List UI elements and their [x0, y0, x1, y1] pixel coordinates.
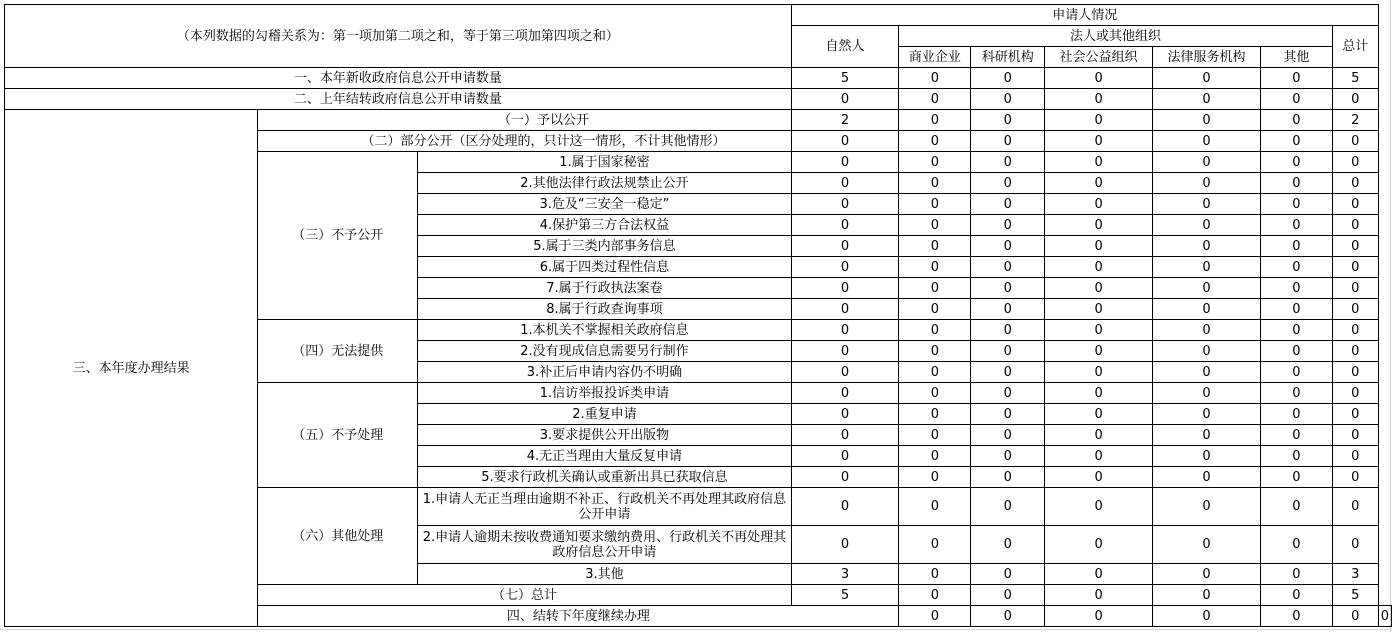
value-business: 0: [899, 383, 971, 404]
value-business: 0: [899, 446, 971, 467]
value-public-welfare: 0: [1045, 299, 1153, 320]
value-business: 0: [899, 526, 971, 564]
value-public-welfare: 0: [1045, 425, 1153, 446]
value-natural-person: 0: [791, 278, 899, 299]
value-research: 0: [1045, 606, 1153, 627]
value-research: 0: [971, 68, 1045, 89]
value-other: 0: [1260, 404, 1332, 425]
value-total: 0: [1332, 89, 1378, 110]
value-natural-person: 0: [791, 362, 899, 383]
value-business: 0: [899, 68, 971, 89]
value-other: 0: [1260, 564, 1332, 585]
table-row: [5, 89, 1392, 110]
value-research: 0: [971, 278, 1045, 299]
value-other: 0: [1260, 215, 1332, 236]
sheet-gridline-bottom: [0, 629, 1392, 630]
value-business: 0: [899, 585, 971, 606]
value-legal-service: 0: [1153, 110, 1261, 131]
value-business: 0: [899, 236, 971, 257]
value-natural-person: 0: [791, 89, 899, 110]
value-business: 0: [899, 467, 971, 488]
value-legal-service: 0: [1153, 383, 1261, 404]
col-public-welfare: 社会公益组织: [1045, 47, 1153, 68]
value-natural-person: 0: [791, 194, 899, 215]
value-natural-person: 3: [791, 564, 899, 585]
total-header: 总计: [1332, 26, 1378, 68]
value-legal-service: 0: [1153, 215, 1261, 236]
value-research: 0: [971, 526, 1045, 564]
value-business: 0: [899, 299, 971, 320]
col-business: 商业企业: [899, 47, 971, 68]
value-business: 0: [899, 341, 971, 362]
value-natural-person: 0: [791, 446, 899, 467]
value-other: 0: [1260, 320, 1332, 341]
value-other: 0: [1260, 362, 1332, 383]
value-public-welfare: 0: [1045, 526, 1153, 564]
legal-org-header: 法人或其他组织: [899, 26, 1332, 47]
value-legal-service: 0: [1153, 564, 1261, 585]
row-label-not-public-item: 3.危及“三安全一稳定”: [418, 194, 792, 215]
value-other: 0: [1260, 194, 1332, 215]
value-public-welfare: 0: [1045, 257, 1153, 278]
value-business: 0: [899, 404, 971, 425]
value-research: 0: [971, 488, 1045, 526]
value-natural-person: 0: [791, 341, 899, 362]
group-label-no-process: （五）不予处理: [258, 383, 418, 488]
row-label-unable-provide-item: 2.没有现成信息需要另行制作: [418, 341, 792, 362]
value-natural-person: 0: [791, 526, 899, 564]
disclosure-table: [4, 4, 1392, 627]
value-research: 0: [971, 257, 1045, 278]
value-natural-person: 0: [791, 131, 899, 152]
value-public-welfare: 0: [1045, 278, 1153, 299]
value-total: 0: [1332, 131, 1378, 152]
value-total: 0: [1332, 488, 1378, 526]
value-total: 0: [1332, 173, 1378, 194]
value-total: 0: [1332, 278, 1378, 299]
value-business: 0: [899, 110, 971, 131]
value-total: 5: [1332, 68, 1378, 89]
value-natural-person: 0: [791, 215, 899, 236]
row-label-no-process-item: 4.无正当理由大量反复申请: [418, 446, 792, 467]
row-label-partial: （二）部分公开（区分处理的，只计这一情形，不计其他情形）: [258, 131, 791, 152]
value-business: 0: [899, 89, 971, 110]
value-other: 0: [1260, 131, 1332, 152]
value-legal-service: 0: [1153, 320, 1261, 341]
value-legal-service: 0: [1153, 526, 1261, 564]
value-public-welfare: 0: [1045, 131, 1153, 152]
value-public-welfare: 0: [1153, 606, 1261, 627]
value-research: 0: [971, 585, 1045, 606]
value-other: 0: [1260, 425, 1332, 446]
value-total: 0: [1332, 257, 1378, 278]
group-label-other-process: （六）其他处理: [258, 488, 418, 585]
value-public-welfare: 0: [1045, 467, 1153, 488]
applicant-info-header: 申请人情况: [791, 5, 1378, 26]
value-research: 0: [971, 299, 1045, 320]
col-other: 其他: [1260, 47, 1332, 68]
value-total: 0: [1332, 467, 1378, 488]
value-other: 0: [1260, 467, 1332, 488]
section-results-label: 三、本年度办理结果: [5, 110, 258, 627]
value-natural-person: 0: [791, 236, 899, 257]
row-label-publish: （一）予以公开: [258, 110, 791, 131]
group-label-not-public: （三）不予公开: [258, 152, 418, 320]
value-other: 0: [1260, 488, 1332, 526]
value-total: 0: [1332, 526, 1378, 564]
value-natural-person: 0: [791, 425, 899, 446]
table-row: [5, 110, 1392, 131]
row-label-not-public-item: 2.其他法律行政法规禁止公开: [418, 173, 792, 194]
row-label-section-total: （七）总计: [258, 585, 791, 606]
value-total: 0: [1378, 606, 1391, 627]
value-public-welfare: 0: [1045, 564, 1153, 585]
value-other: 0: [1260, 236, 1332, 257]
value-legal-service: 0: [1153, 425, 1261, 446]
value-legal-service: 0: [1153, 278, 1261, 299]
row-label-no-process-item: 1.信访举报投诉类申请: [418, 383, 792, 404]
value-legal-service: 0: [1153, 467, 1261, 488]
value-total: 0: [1332, 299, 1378, 320]
value-other: 0: [1260, 110, 1332, 131]
value-business: 0: [899, 257, 971, 278]
value-total: 0: [1332, 320, 1378, 341]
value-legal-service: 0: [1153, 488, 1261, 526]
value-total: 0: [1332, 425, 1378, 446]
value-legal-service: 0: [1153, 404, 1261, 425]
value-legal-service: 0: [1153, 446, 1261, 467]
row-label-no-process-item: 3.要求提供公开出版物: [418, 425, 792, 446]
value-research: 0: [971, 89, 1045, 110]
value-research: 0: [971, 446, 1045, 467]
value-legal-service: 0: [1153, 257, 1261, 278]
row-label-not-public-item: 4.保护第三方合法权益: [418, 215, 792, 236]
value-total: 0: [1332, 383, 1378, 404]
value-public-welfare: 0: [1045, 68, 1153, 89]
value-research: 0: [971, 110, 1045, 131]
value-public-welfare: 0: [1045, 383, 1153, 404]
value-other: 0: [1260, 446, 1332, 467]
value-natural-person: 0: [791, 467, 899, 488]
value-total: 0: [1332, 404, 1378, 425]
value-public-welfare: 0: [1045, 362, 1153, 383]
value-other: 0: [1260, 152, 1332, 173]
value-total: 3: [1332, 564, 1378, 585]
value-other: 0: [1260, 526, 1332, 564]
value-legal-service: 0: [1153, 341, 1261, 362]
value-natural-person: 0: [791, 488, 899, 526]
value-other: 0: [1332, 606, 1378, 627]
value-total: 0: [1332, 236, 1378, 257]
value-natural-person: 0: [791, 152, 899, 173]
row-label-unable-provide-item: 1.本机关不掌握相关政府信息: [418, 320, 792, 341]
value-natural-person: 0: [791, 404, 899, 425]
value-public-welfare: 0: [1045, 152, 1153, 173]
value-research: 0: [971, 236, 1045, 257]
value-total: 2: [1332, 110, 1378, 131]
row-label-new-requests: 一、本年新收政府信息公开申请数量: [5, 68, 792, 89]
value-legal-service: 0: [1153, 68, 1261, 89]
value-research: 0: [971, 320, 1045, 341]
value-research: 0: [971, 467, 1045, 488]
value-natural-person: 0: [791, 383, 899, 404]
value-natural-person: 0: [791, 299, 899, 320]
value-business: 0: [899, 320, 971, 341]
value-business: 0: [899, 488, 971, 526]
value-natural-person: 0: [899, 606, 971, 627]
group-label-unable-provide: （四）无法提供: [258, 320, 418, 383]
value-business: 0: [899, 215, 971, 236]
row-label-no-process-item: 5.要求行政机关确认或重新出具已获取信息: [418, 467, 792, 488]
value-other: 0: [1260, 173, 1332, 194]
row-label-other-process-item: 1.申请人无正当理由逾期不补正、行政机关不再处理其政府信息公开申请: [418, 488, 792, 526]
value-natural-person: 5: [791, 68, 899, 89]
value-business: 0: [899, 173, 971, 194]
value-research: 0: [971, 362, 1045, 383]
value-business: 0: [899, 564, 971, 585]
col-legal-service: 法律服务机构: [1153, 47, 1261, 68]
row-label-not-public-item: 7.属于行政执法案卷: [418, 278, 792, 299]
row-label-not-public-item: 5.属于三类内部事务信息: [418, 236, 792, 257]
value-research: 0: [971, 425, 1045, 446]
value-research: 0: [971, 404, 1045, 425]
value-research: 0: [971, 383, 1045, 404]
value-public-welfare: 0: [1045, 585, 1153, 606]
value-public-welfare: 0: [1045, 236, 1153, 257]
value-research: 0: [971, 341, 1045, 362]
value-business: 0: [899, 278, 971, 299]
value-business: 0: [899, 362, 971, 383]
value-total: 0: [1332, 215, 1378, 236]
value-legal-service: 0: [1153, 585, 1261, 606]
value-public-welfare: 0: [1045, 89, 1153, 110]
row-label-other-process-item: 2.申请人逾期未按收费通知要求缴纳费用、行政机关不再处理其政府信息公开申请: [418, 526, 792, 564]
value-legal-service: 0: [1153, 194, 1261, 215]
value-business: 0: [899, 152, 971, 173]
value-research: 0: [971, 194, 1045, 215]
row-label-not-public-item: 1.属于国家秘密: [418, 152, 792, 173]
value-public-welfare: 0: [1045, 446, 1153, 467]
value-legal-service: 0: [1153, 173, 1261, 194]
value-research: 0: [971, 173, 1045, 194]
value-business: 0: [899, 131, 971, 152]
row-label-no-process-item: 2.重复申请: [418, 404, 792, 425]
value-other: 0: [1260, 68, 1332, 89]
value-natural-person: 0: [791, 320, 899, 341]
col-research: 科研机构: [971, 47, 1045, 68]
value-research: 0: [971, 152, 1045, 173]
value-other: 0: [1260, 89, 1332, 110]
row-label-carry-forward: 四、结转下年度继续办理: [258, 606, 899, 627]
value-other: 0: [1260, 341, 1332, 362]
value-public-welfare: 0: [1045, 173, 1153, 194]
value-total: 5: [1332, 585, 1378, 606]
value-legal-service: 0: [1153, 299, 1261, 320]
value-legal-service: 0: [1153, 236, 1261, 257]
value-research: 0: [971, 131, 1045, 152]
value-public-welfare: 0: [1045, 194, 1153, 215]
value-research: 0: [971, 215, 1045, 236]
value-legal-service: 0: [1153, 152, 1261, 173]
table-description: （本列数据的勾稽关系为：第一项加第二项之和，等于第三项加第四项之和）: [5, 5, 792, 68]
value-other: 0: [1260, 383, 1332, 404]
value-natural-person: 0: [791, 257, 899, 278]
value-other: 0: [1260, 278, 1332, 299]
value-total: 0: [1332, 446, 1378, 467]
value-natural-person: 2: [791, 110, 899, 131]
value-legal-service: 0: [1153, 131, 1261, 152]
value-total: 0: [1332, 362, 1378, 383]
value-total: 0: [1332, 194, 1378, 215]
value-legal-service: 0: [1153, 89, 1261, 110]
value-public-welfare: 0: [1045, 488, 1153, 526]
value-business: 0: [971, 606, 1045, 627]
table-row: [5, 68, 1392, 89]
row-label-not-public-item: 8.属于行政查询事项: [418, 299, 792, 320]
row-label-unable-provide-item: 3.补正后申请内容仍不明确: [418, 362, 792, 383]
value-natural-person: 5: [791, 585, 899, 606]
value-business: 0: [899, 194, 971, 215]
value-other: 0: [1260, 299, 1332, 320]
value-public-welfare: 0: [1045, 320, 1153, 341]
row-label-other-process-item: 3.其他: [418, 564, 792, 585]
value-natural-person: 0: [791, 173, 899, 194]
value-other: 0: [1260, 585, 1332, 606]
value-business: 0: [899, 425, 971, 446]
row-label-not-public-item: 6.属于四类过程性信息: [418, 257, 792, 278]
value-research: 0: [971, 564, 1045, 585]
value-public-welfare: 0: [1045, 110, 1153, 131]
value-total: 0: [1332, 152, 1378, 173]
value-total: 0: [1332, 341, 1378, 362]
natural-person-header: 自然人: [791, 26, 899, 68]
value-public-welfare: 0: [1045, 341, 1153, 362]
row-label-carried-over: 二、上年结转政府信息公开申请数量: [5, 89, 792, 110]
value-legal-service: 0: [1260, 606, 1332, 627]
value-legal-service: 0: [1153, 362, 1261, 383]
value-public-welfare: 0: [1045, 215, 1153, 236]
value-public-welfare: 0: [1045, 404, 1153, 425]
value-other: 0: [1260, 257, 1332, 278]
